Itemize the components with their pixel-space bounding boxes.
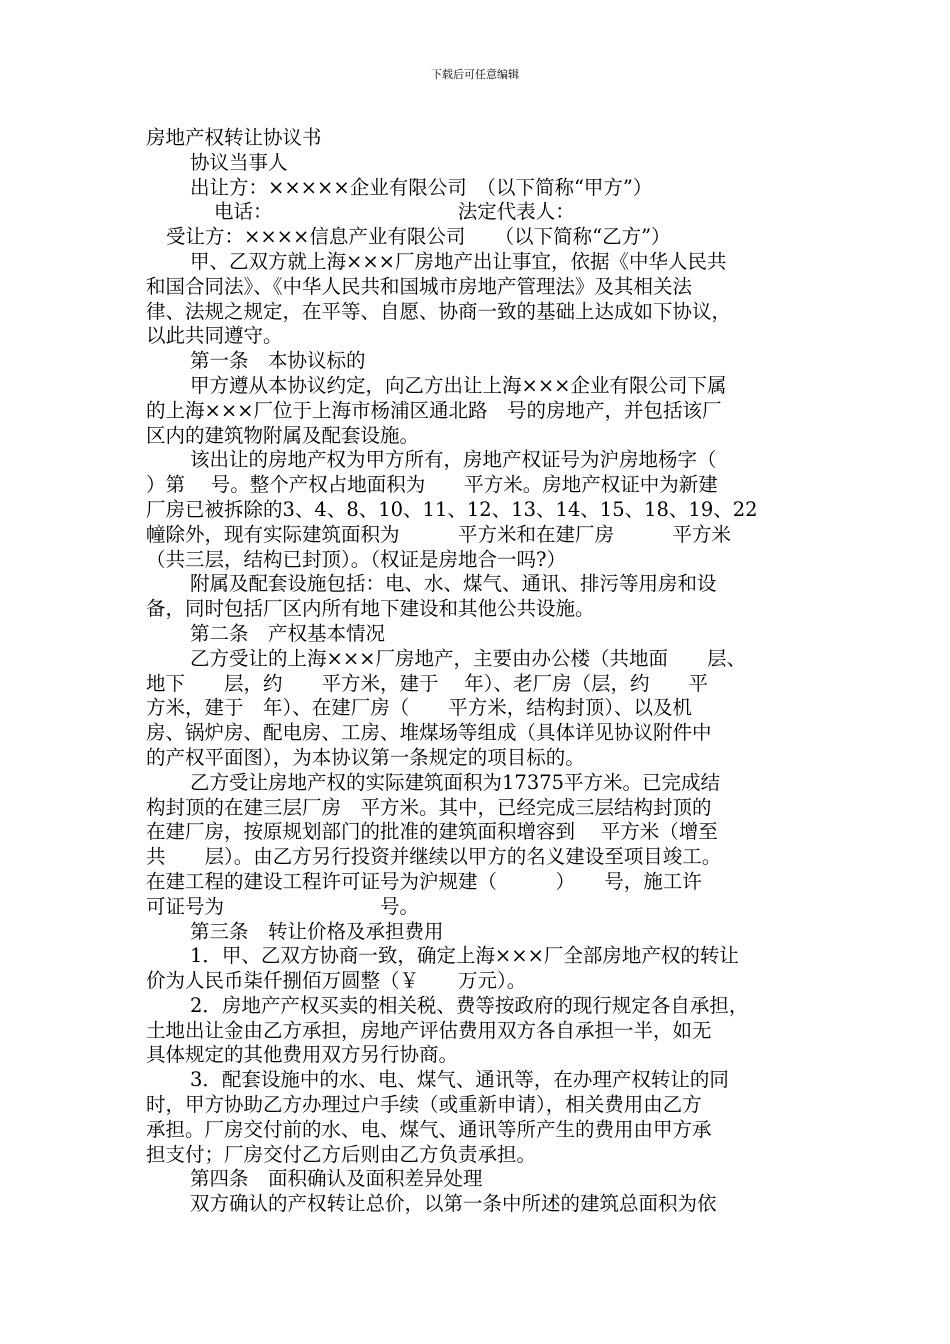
paragraph-line: 甲、乙双方就上海×××厂房地产出让事宜，依据《中华人民共 <box>190 249 727 273</box>
paragraph-line: 的上海×××厂位于上海市杨浦区通北路 号的房地产，并包括该厂 <box>146 398 722 422</box>
paragraph-line: 共 层）。由乙方另行投资并继续以甲方的名义建设至项目竣工。 <box>146 845 722 869</box>
paragraph-line: 该出让的房地产权为甲方所有，房地产权证号为沪房地杨字（ <box>190 448 717 472</box>
paragraph-line: 以此共同遵守。 <box>146 324 283 348</box>
paragraph-line: 价为人民币柒仟捌佰万圆整（￥ 万元）。 <box>146 969 527 993</box>
article-heading: 第一条 本协议标的 <box>190 349 366 373</box>
section-heading: 协议当事人 <box>190 150 288 174</box>
paragraph-line: 方米，建于 年）、在建厂房（ 平方米，结构封顶）、以及机 <box>146 696 693 720</box>
paragraph-line: 附属及配套设施包括：电、水、煤气、通讯、排污等用房和设 <box>190 572 717 596</box>
paragraph-line: 的产权平面图），为本协议第一条规定的项目标的。 <box>146 745 585 769</box>
paragraph-line: 地下 层，约 平方米，建于 年）、老厂房（层，约 平 <box>146 671 708 695</box>
paragraph-line: 可证号为 号。 <box>146 894 420 918</box>
paragraph-line: 承担。厂房交付前的水、电、煤气、通讯等所产生的费用由甲方承 <box>146 1117 712 1141</box>
paragraph-line: 在建工程的建设工程许可证号为沪规建（ ） 号，施工许 <box>146 869 702 893</box>
article-heading: 第二条 产权基本情况 <box>190 621 386 645</box>
paragraph-line: 双方确认的产权转让总价，以第一条中所述的建筑总面积为依 <box>190 1192 717 1216</box>
paragraph-line: 幢除外，现有实际建筑面积为 平方米和在建厂房 平方米 <box>146 522 732 546</box>
paragraph-line: 1．甲、乙双方协商一致，确定上海×××厂全部房地产权的转让 <box>190 944 739 968</box>
paragraph-line: 备，同时包括厂区内所有地下建设和其他公共设施。 <box>146 597 595 621</box>
paragraph-line: 甲方遵从本协议约定，向乙方出让上海×××企业有限公司下属 <box>190 373 727 397</box>
paragraph-line: 构封顶的在建三层厂房 平方米。其中，已经完成三层结构封顶的 <box>146 795 712 819</box>
paragraph-line: 2．房地产产权买卖的相关税、费等按政府的现行规定各自承担， <box>190 993 749 1017</box>
article-heading: 第四条 面积确认及面积差异处理 <box>190 1167 483 1191</box>
party-line: 电话： 法定代表人： <box>214 200 575 224</box>
article-heading: 第三条 转让价格及承担费用 <box>190 919 444 943</box>
document-body <box>146 126 806 1217</box>
paragraph-line: （共三层，结构已封顶）。（权证是房地合一吗?） <box>146 547 566 571</box>
paragraph-line: ）第 号。整个产权占地面积为 平方米。房地产权证中为新建 <box>146 473 718 497</box>
paragraph-line: 在建厂房，按原规划部门的批准的建筑面积增容到 平方米（增至 <box>146 820 718 844</box>
party-line: 受让方：××××信息产业有限公司 （以下简称“乙方”） <box>166 225 671 249</box>
party-line: 出让方：×××××企业有限公司 （以下简称“甲方”） <box>190 175 653 199</box>
document-title: 房地产权转让协议书 <box>146 126 322 149</box>
paragraph-line: 具体规定的其他费用双方另行协商。 <box>146 1043 459 1067</box>
paragraph-line: 时，甲方协助乙方办理过户手续（或重新申请），相关费用由乙方 <box>146 1093 702 1117</box>
paragraph-line: 担支付；厂房交付乙方后则由乙方负责承担。 <box>146 1142 537 1166</box>
paragraph-line: 乙方受让的上海×××厂房地产，主要由办公楼（共地面 层、 <box>190 646 747 670</box>
page-header-note: 下载后可任意编辑 <box>431 68 519 81</box>
paragraph-line: 3．配套设施中的水、电、煤气、通讯等，在办理产权转让的同 <box>190 1068 729 1092</box>
paragraph-line: 土地出让金由乙方承担，房地产评估费用双方各自承担一半，如无 <box>146 1018 712 1042</box>
paragraph-line: 区内的建筑物附属及配套设施。 <box>146 423 420 447</box>
paragraph-line: 房、锅炉房、配电房、工房、堆煤场等组成（具体详见协议附件中 <box>146 721 712 745</box>
paragraph-line: 乙方受让房地产权的实际建筑面积为17375平方米。已完成结 <box>190 770 721 794</box>
paragraph-line: 和国合同法》、《中华人民共和国城市房地产管理法》及其相关法 <box>146 274 693 298</box>
paragraph-line: 律、法规之规定，在平等、自愿、协商一致的基础上达成如下协议， <box>146 299 732 323</box>
paragraph-line: 厂房已被拆除的3、4、8、10、11、12、13、14、15、18、19、22 <box>146 497 758 521</box>
